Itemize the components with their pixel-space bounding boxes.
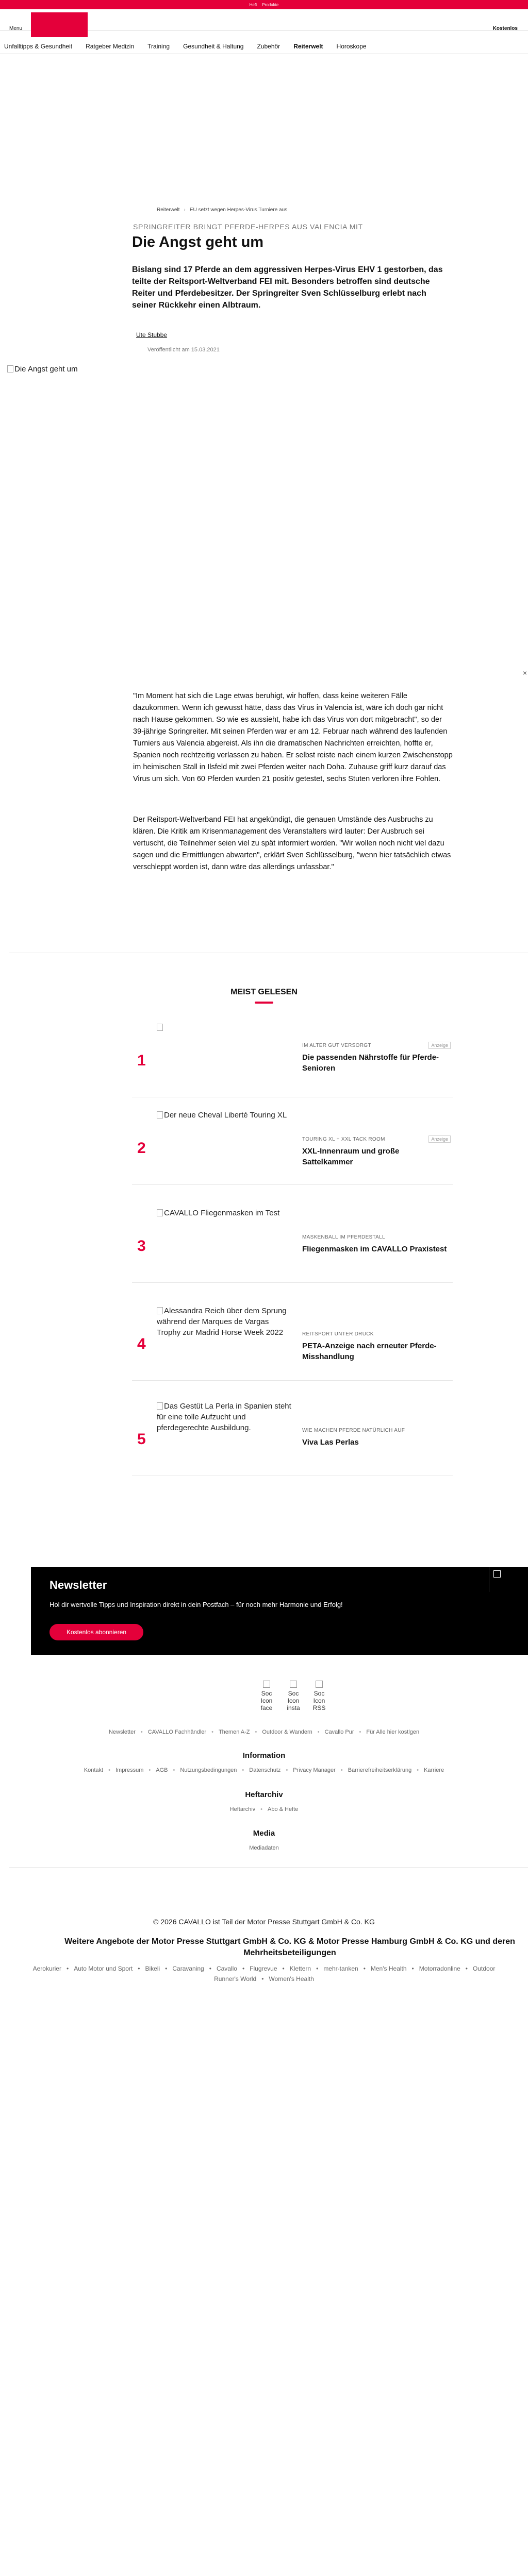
main-nav [0, 39, 528, 54]
article-paragraph: Der Reitsport-Weltverband FEI hat angekündigt, die genauen Umstände des Ausbruchs zu klären. Die Kritik am Krisenmanagement des Veranstalters wird lauter: Der Ausbruch sei vertuscht, die Teilnehmer seien viel zu spät informiert worden. "Wir wollen noch nicht viel dazu sagen und die Ermittlungen abwarten", erklärt Sven Schlüsselburg, "wenn hier tatsächlich etwas verschleppt worden ist, dann wäre das allerdings unfassbar." [133, 816, 451, 871]
broken-image-icon [157, 1307, 163, 1314]
information-links: Kontakt • Impressum • AGB • Nutzungsbedingungen • Datenschutz • Privacy Manager • Barrierefreiheitserklärung • Karriere [84, 1767, 444, 1773]
nav-item-ratgeber-medizin[interactable]: Ratgeber Medizin [86, 42, 135, 50]
heftarchiv-title: Heftarchiv [245, 1790, 283, 1799]
most-read-image[interactable]: Alessandra Reich über dem Sprung während der Marques de Vargas Trophy zur Madrid Horse Week 2022 [157, 1307, 287, 1337]
most-read-item[interactable] [132, 1303, 453, 1381]
brand-link[interactable]: Men's Health [370, 1965, 407, 1972]
footer-link[interactable]: Cavallo Pur [324, 1729, 354, 1735]
ad-badge: Anzeige [428, 1042, 451, 1049]
topbar-link-produkte[interactable]: Produkte [262, 2, 279, 7]
most-read-tag: IM ALTER GUT VERSORGT [302, 1043, 371, 1048]
most-read-headline[interactable]: XXL-Innenraum und große Sattelkammer [302, 1147, 400, 1166]
most-read-item[interactable] [132, 1108, 453, 1185]
info-link[interactable]: Privacy Manager [293, 1767, 336, 1773]
breadcrumb [157, 207, 287, 213]
nav-item-zubehoer[interactable]: Zubehör [257, 42, 280, 50]
social-instagram[interactable]: Soc Icon insta [283, 1681, 304, 1711]
most-read-rank: 2 [137, 1140, 146, 1157]
newsletter-box [31, 1567, 528, 1655]
brand-link[interactable]: Caravaning [172, 1965, 204, 1972]
most-read-item[interactable] [132, 1399, 453, 1476]
most-read-item[interactable] [132, 1206, 453, 1283]
nav-item-gesundheit[interactable]: Gesundheit & Haltung [183, 42, 244, 50]
author-link[interactable]: Ute Stubbe [136, 331, 168, 338]
broken-image-icon [157, 1024, 163, 1031]
brand-link[interactable]: Bikeli [145, 1965, 160, 1972]
broken-image-icon [7, 365, 13, 372]
hero-image-alt: Die Angst geht um [7, 365, 78, 374]
most-read-rank: 4 [137, 1335, 146, 1352]
nav-item-horoskope[interactable]: Horoskope [336, 42, 367, 50]
nav-item-training[interactable]: Training [147, 42, 170, 50]
most-read-item[interactable] [132, 1020, 453, 1097]
newsletter-title: Newsletter [50, 1579, 107, 1591]
close-icon[interactable]: × [522, 669, 527, 677]
information-title: Information [242, 1751, 286, 1760]
brand-link[interactable]: Outdoor [473, 1965, 496, 1972]
ad-badge: Anzeige [428, 1136, 451, 1143]
article-headline: Die Angst geht um [132, 234, 264, 250]
topbar-link-heft[interactable]: Heft [249, 2, 257, 7]
brand-link[interactable]: Auto Motor und Sport [74, 1965, 133, 1972]
newsletter-text: Hol dir wertvolle Tipps und Inspiration direkt in dein Postfach – für noch mehr Harmonie und Erfolg! [50, 1601, 343, 1608]
instagram-icon [290, 1681, 297, 1688]
most-read-tag: WIE MACHEN PFERDE NATÜRLICH AUF [302, 1428, 405, 1433]
info-link[interactable]: Datenschutz [249, 1767, 281, 1773]
most-read-tag: TOURING XL + XXL TACK ROOM [302, 1137, 385, 1142]
newsletter-image [489, 1567, 528, 1592]
menu-button[interactable]: Menu [9, 26, 23, 31]
subscribe-link[interactable]: Kostenlos [492, 26, 518, 31]
social-rss[interactable]: Soc Icon RSS [308, 1681, 330, 1711]
brand-link[interactable]: Flugrevue [250, 1965, 277, 1972]
most-read-image[interactable]: Der neue Cheval Liberté Touring XL [157, 1110, 292, 1182]
most-read-headline[interactable]: Fliegenmasken im CAVALLO Praxistest [302, 1245, 447, 1253]
footer-link[interactable]: CAVALLO Fachhändler [147, 1729, 207, 1735]
rss-icon [316, 1681, 323, 1688]
most-read-image[interactable] [157, 1022, 292, 1094]
heftarchiv-link[interactable]: Abo & Hefte [268, 1806, 299, 1812]
most-read-tag: MASKENBALL IM PFERDESTALL [302, 1234, 385, 1240]
footer-link[interactable]: Für Alle hier kostlgen [366, 1729, 420, 1735]
most-read-rank: 3 [137, 1238, 146, 1255]
broken-image-icon [157, 1402, 163, 1410]
article-lead: Bislang sind 17 Pferde an dem aggressiven Herpes-Virus EHV 1 gestorben, das teilte der Reitsport-Weltverband FEI mit. Besonders betroffen sind deutsche Reiter und Pferdebesitzer. Der Springreiter Sven Schlüsselburg erlebt nach seiner Rückkehr einen Albtraum. [132, 265, 443, 310]
newsletter-subscribe-button[interactable]: Kostenlos abonnieren [50, 1624, 143, 1640]
info-link[interactable]: AGB [156, 1767, 168, 1773]
info-link[interactable]: Karriere [424, 1767, 444, 1773]
media-title: Media [253, 1829, 275, 1838]
media-links [0, 1845, 528, 1851]
most-read-headline[interactable]: Die passenden Nährstoffe für Pferde-Senioren [302, 1053, 439, 1073]
brand-link[interactable]: Runner's World [214, 1975, 257, 1982]
nav-item-reiterwelt[interactable]: Reiterwelt [293, 42, 323, 50]
most-read-image[interactable]: Das Gestüt La Perla in Spanien steht für eine tolle Aufzucht und pferdegerechte Ausbildung. [157, 1402, 291, 1432]
info-link[interactable]: Nutzungsbedingungen [180, 1767, 237, 1773]
most-read-rank: 5 [137, 1431, 146, 1448]
most-read-headline[interactable]: Viva Las Perlas [302, 1438, 359, 1447]
brand-links: Aerokurier • Auto Motor und Sport • Bikeli • Caravaning • Cavallo • Flugrevue • Klettern • mehr-tanken • Men's Health • Motorradonline • Outdoor Runner's World • Women's Health [32, 1965, 496, 1982]
footer-link[interactable]: Outdoor & Wandern [262, 1729, 312, 1735]
broken-image-icon [157, 1111, 163, 1118]
breadcrumb-item-reiterwelt[interactable]: Reiterwelt [157, 207, 180, 213]
site-logo[interactable] [31, 12, 88, 37]
article-paragraph: "Im Moment hat sich die Lage etwas beruhigt, wir hoffen, dass keine weiteren Fälle dazukommen. Wenn ich gewusst hätte, dass das Virus in Valencia ist, wäre ich doch gar nicht nach Hause gekommen. So wie es aussieht, habe ich das Virus von dort mitgebracht", so der 39-jährige Springreiter. Mit seinen Pferden war er am 12. Februar nach während des laufenden Turniers aus Valencia abgereist. Als ihn die dramatischen Nachrichten erreichten, hoffte er, Spanien noch rechtzeitig verlassen zu haben. Er selbst reiste nach einem kurzen Zwischenstopp im heimischen Stall in Ilsfeld mit zwei Pferden weiter nach Doha. Zuhause griff kurz darauf das Virus um sich. Von 60 Pferden wurden 21 positiv getestet, sechs Stuten verloren ihre Fohlen. [133, 692, 453, 783]
broken-image-icon [493, 1570, 501, 1578]
most-read-image[interactable]: CAVALLO Fliegenmasken im Test [157, 1208, 292, 1280]
published-date: Veröffentlicht am 15.03.2021 [147, 347, 220, 353]
broken-image-icon [157, 1209, 163, 1216]
brand-link[interactable]: mehr-tanken [323, 1965, 358, 1972]
brand-link[interactable]: Motorradonline [419, 1965, 460, 1972]
facebook-icon [263, 1681, 270, 1688]
brand-link[interactable]: Cavallo [216, 1965, 237, 1972]
heftarchiv-links: Heftarchiv • Abo & Hefte [229, 1806, 299, 1812]
social-facebook[interactable]: Soc Icon face [256, 1681, 277, 1711]
breadcrumb-separator: › [184, 207, 186, 213]
nav-item-unfalltipps[interactable]: Unfalltipps & Gesundheit [4, 42, 73, 50]
most-read-title: MEIST GELESEN [230, 988, 298, 996]
most-read-headline[interactable]: PETA-Anzeige nach erneuter Pferde-Misshandlung [302, 1342, 437, 1361]
brand-link[interactable]: Aerokurier [32, 1965, 61, 1972]
more-offers-title: Weitere Angebote der Motor Presse Stuttgart GmbH & Co. KG & Motor Presse Hamburg GmbH & Co. KG und deren Mehrheitsbeteiligungen [64, 1937, 515, 1957]
info-link[interactable]: Impressum [115, 1767, 144, 1773]
media-link[interactable]: Mediadaten [249, 1845, 279, 1851]
footer-links: Newsletter • CAVALLO Fachhändler • Themen A-Z • Outdoor & Wandern • Cavallo Pur • Für Alle hier kostlgen [108, 1729, 420, 1735]
copyright: © 2026 CAVALLO ist Teil der Motor Presse Stuttgart GmbH & Co. KG [153, 1918, 375, 1926]
most-read-tag: REITSPORT UNTER DRUCK [302, 1331, 374, 1337]
top-bar [0, 0, 528, 9]
site-header [0, 9, 528, 31]
info-link[interactable]: Kontakt [84, 1767, 104, 1773]
heftarchiv-link[interactable]: Heftarchiv [229, 1806, 256, 1812]
info-link[interactable]: Barrierefreiheitserklärung [348, 1767, 412, 1773]
article-kicker: SPRINGREITER BRINGT PFERDE-HERPES AUS VALENCIA MIT [133, 223, 363, 231]
brand-link[interactable]: Women's Health [269, 1975, 314, 1982]
breadcrumb-item-current: EU setzt wegen Herpes-Virus Turniere aus [189, 207, 288, 213]
most-read-rank: 1 [137, 1052, 146, 1069]
most-read-underline [255, 1002, 273, 1004]
brand-link[interactable]: Klettern [289, 1965, 311, 1972]
footer-link[interactable]: Themen A-Z [218, 1729, 250, 1735]
hero-image [7, 365, 523, 674]
footer-link[interactable]: Newsletter [108, 1729, 136, 1735]
